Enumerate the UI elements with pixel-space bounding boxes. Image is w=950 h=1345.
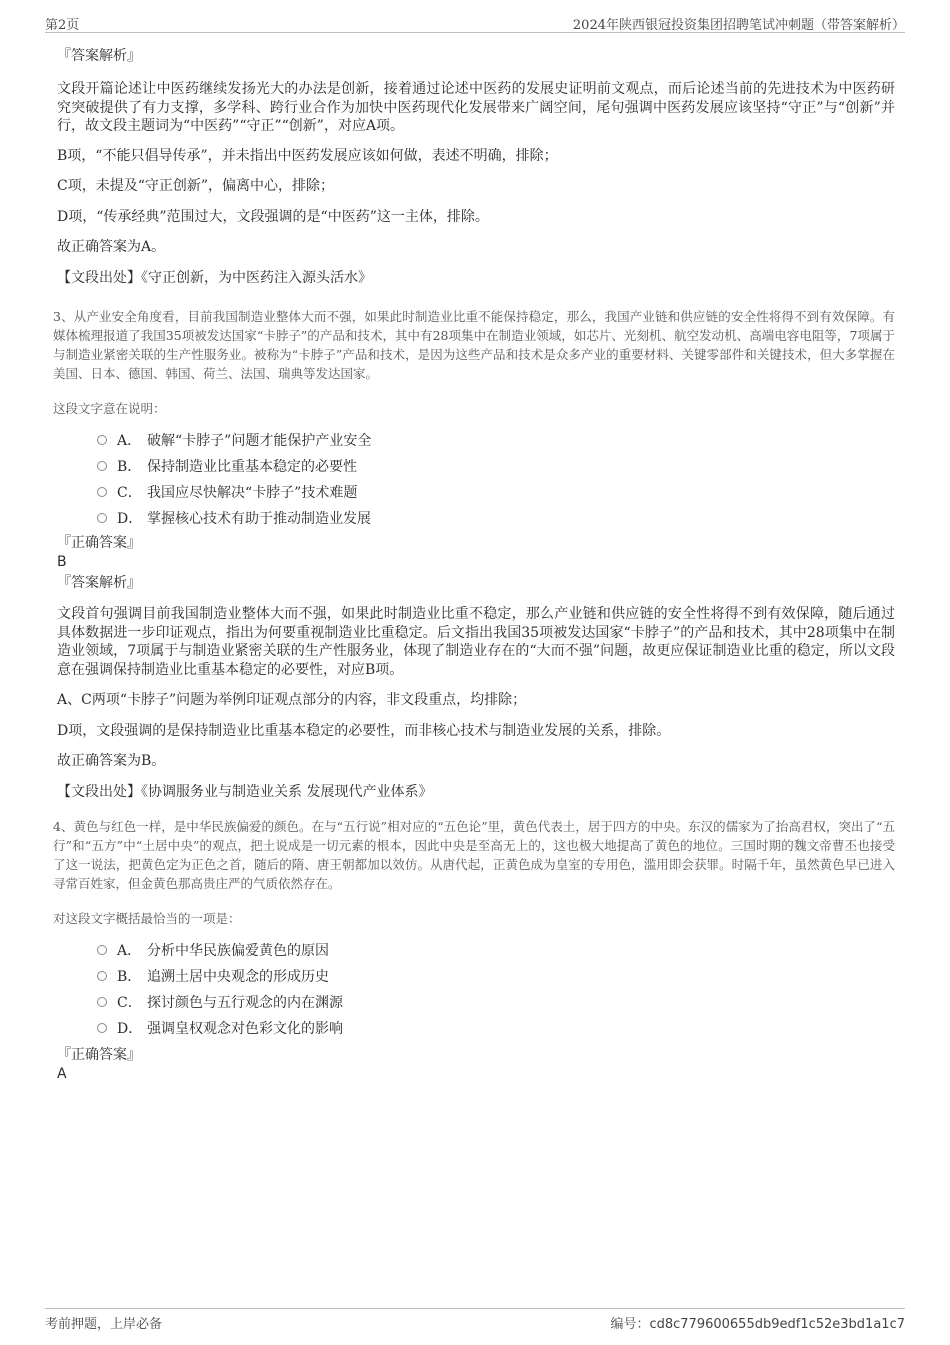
q2-analysis-c: C项，未提及“守正创新”，偏离中心，排除； xyxy=(57,178,335,194)
page-content xyxy=(53,46,895,1083)
q3-analysis-d: D项，文段强调的是保持制造业比重基本稳定的必要性，而非核心技术与制造业发展的关系，排除。 xyxy=(57,722,671,739)
q4-option-a[interactable]: A． 分析中华民族偏爱黄色的原因 xyxy=(97,937,895,963)
q2-source: 【文段出处】《守正创新，为中医药注入源头活水》 xyxy=(57,269,372,286)
q4-option-d[interactable]: D． 强调皇权观念对色彩文化的影响 xyxy=(97,1015,895,1041)
radio-icon[interactable] xyxy=(97,997,107,1007)
q2-analysis-d: D项，“传承经典”范围过大，文段强调的是“中医药”这一主体，排除。 xyxy=(57,208,489,225)
q4-stem: 4、黄色与红色一样，是中华民族偏爱的颜色。在与“五行说”相对应的“五色论”里，黄色代表土，居于四方的中央。东汉的儒家为了抬高君权，突出了“五行”和“五方”中“土居中央”的观点，把土说成是一切元素的根本，因此中央是至高无上的，这也极大地提高了黄色的地位。三国时期的魏文帝曹丕也接受了这一说法，把黄色定为正色之首，随后的隋、唐王朝都加以效仿。从唐代起，正黄色成为皇室的专用色，滥用即会获罪。时隔千年，虽然黄色早已进入寻常百姓家，但金黄色那高贵庄严的气质依然存在。 xyxy=(53,819,895,891)
q4-correct-label: 『正确答案』 xyxy=(57,1047,141,1063)
radio-icon[interactable] xyxy=(97,971,107,981)
q3-prompt: 这段文字意在说明： xyxy=(53,401,166,416)
document-title: 2024年陕西银冠投资集团招聘笔试冲刺题（带答案解析） xyxy=(572,18,905,33)
q3-analysis-label: 『答案解析』 xyxy=(57,575,141,591)
q4-option-b[interactable]: B． 追溯土居中央观念的形成历史 xyxy=(97,963,895,989)
q2-analysis-main: 文段开篇论述让中医药继续发扬光大的办法是创新，接着通过论述中医药的发展史证明前文观点，而后论述当前的先进技术为中医药研究突破提供了有力支撑，多学科、跨行业合作为加快中医药现代化发展带来广阔空间，尾句强调中医药发展应该坚持“守正”与“创新”并行，故文段主题词为“中医药”“守正”“创新”，对应A项。 xyxy=(57,81,895,134)
q2-analysis-label: 『答案解析』 xyxy=(57,48,141,64)
q2-analysis-b: B项，“不能只倡导传承”，并未指出中医药发展应该如何做，表述不明确，排除； xyxy=(57,147,558,164)
page-header xyxy=(45,12,905,33)
footer-slogan: 考前押题，上岸必备 xyxy=(45,1317,163,1332)
q3-correct-label: 『正确答案』 xyxy=(57,535,141,551)
q3-source: 【文段出处】《协调服务业与制造业关系 发展现代产业体系》 xyxy=(57,783,433,800)
footer-serial: 编号：cd8c779600655db9edf1c52e3bd1a1c7 xyxy=(610,1317,905,1332)
q3-options xyxy=(97,427,895,531)
q3-analysis-main: 文段首句强调目前我国制造业整体大而不强，如果此时制造业比重不稳定，那么产业链和供应链的安全性将得不到有效保障，随后通过具体数据进一步印证观点，指出为何要重视制造业比重稳定。后文指出我国35项被发达国家“卡脖子”的产品和技术，其中28项集中在制造业领域，7项属于与制造业紧密关联的生产性服务业，体现了制造业存在的“大而不强”问题，故更应保证制造业比重的稳定，所以文段意在强调保持制造业比重基本稳定的必要性，对应B项。 xyxy=(57,606,895,678)
radio-icon[interactable] xyxy=(97,513,107,523)
q3-analysis-ac: A、C两项“卡脖子”问题为举例印证观点部分的内容，非文段重点，均排除； xyxy=(57,692,527,708)
q2-conclusion: 故正确答案为A。 xyxy=(57,239,166,255)
q4-option-c[interactable]: C． 探讨颜色与五行观念的内在渊源 xyxy=(97,989,895,1015)
page-footer xyxy=(45,1308,905,1333)
radio-icon[interactable] xyxy=(97,435,107,445)
q4-prompt: 对这段文字概括最恰当的一项是： xyxy=(53,911,241,926)
q3-stem: 3、从产业安全角度看，目前我国制造业整体大而不强，如果此时制造业比重不能保持稳定，那么，我国产业链和供应链的安全性将得不到有效保障。有媒体梳理报道了我国35项被发达国家“卡脖子”的产品和技术，其中有28项集中在制造业领域，如芯片、光刻机、航空发动机、高端电容电阻等，7项属于与制造业紧密关联的生产性服务业。被称为“卡脖子”产品和技术，是因为这些产品和技术是众多产业的重要材料、关键零部件和关键技术，但大多掌握在美国、日本、德国、韩国、荷兰、法国、瑞典等发达国家。 xyxy=(53,309,895,381)
q3-option-c[interactable]: C． 我国应尽快解决“卡脖子”技术难题 xyxy=(97,479,895,505)
radio-icon[interactable] xyxy=(97,461,107,471)
radio-icon[interactable] xyxy=(97,945,107,955)
q3-option-b[interactable]: B． 保持制造业比重基本稳定的必要性 xyxy=(97,453,895,479)
radio-icon[interactable] xyxy=(97,1023,107,1033)
page-number: 第2页 xyxy=(45,18,80,33)
q3-option-a[interactable]: A． 破解“卡脖子”问题才能保护产业安全 xyxy=(97,427,895,453)
q4-correct-answer: A xyxy=(57,1066,67,1082)
q3-conclusion: 故正确答案为B。 xyxy=(57,753,166,769)
q3-correct-answer: B xyxy=(57,554,67,570)
radio-icon[interactable] xyxy=(97,487,107,497)
q3-option-d[interactable]: D． 掌握核心技术有助于推动制造业发展 xyxy=(97,505,895,531)
q4-options xyxy=(97,937,895,1041)
